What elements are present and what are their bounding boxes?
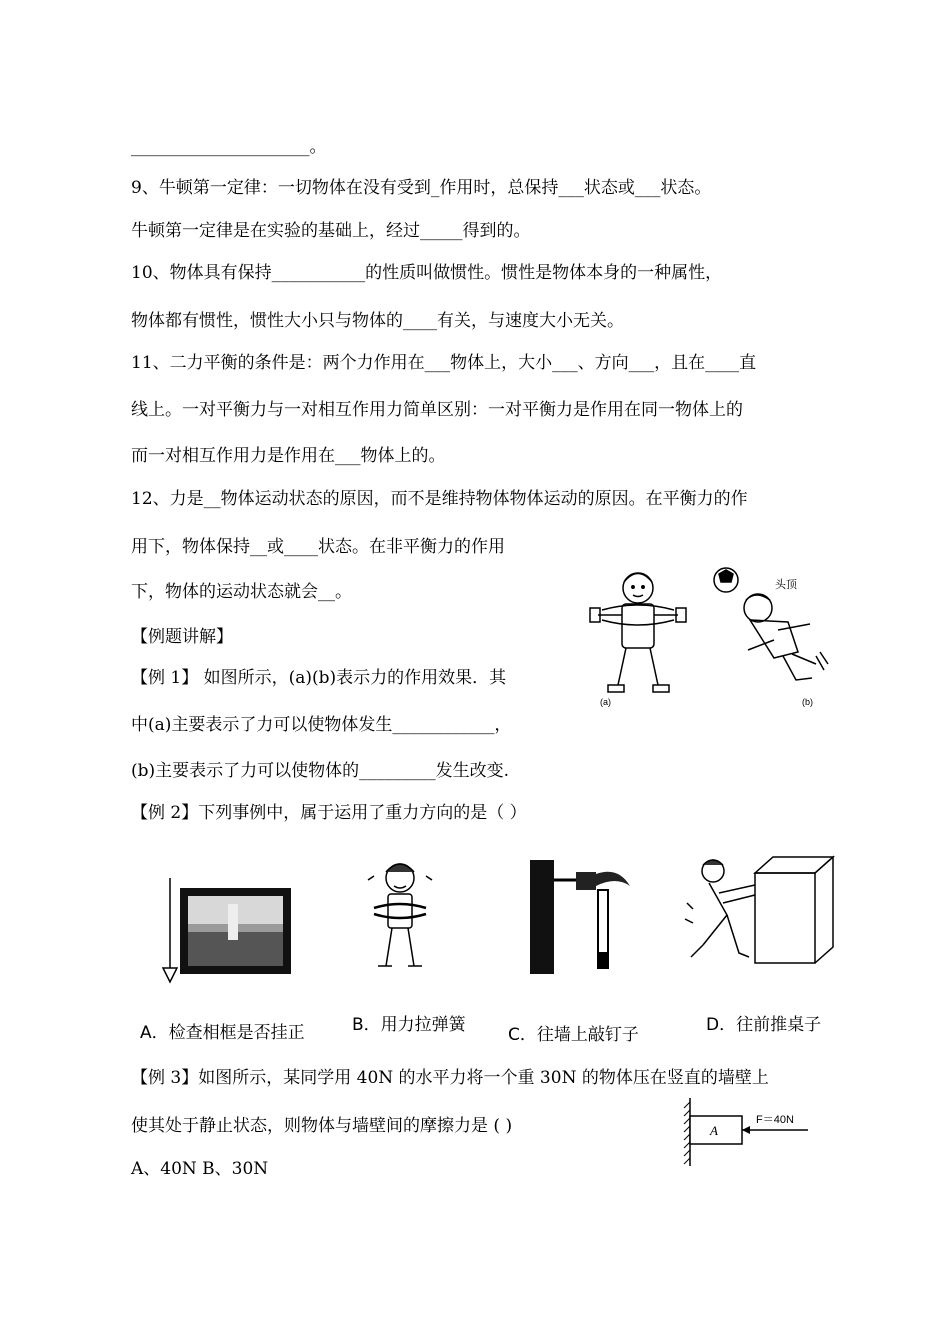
label-a: (a) [600, 697, 611, 707]
text-line: 下，物体的运动状态就会__。 [131, 582, 352, 602]
question-10: 10、物体具有保持___________的性质叫做惯性。惯性是物体本身的一种属性， [131, 263, 723, 283]
example-3: 【例 3】如图所示，某同学用 40N 的水平力将一个重 30N 的物体压在竖直的墙壁上 [131, 1068, 769, 1088]
option-b-figure [360, 856, 440, 986]
label-b: (b) [802, 697, 813, 707]
text-line: 而一对相互作用力是作用在___物体上的。 [131, 446, 446, 466]
example-3-figure [680, 1096, 815, 1168]
boy-pulling-spring-icon [360, 856, 440, 986]
option-d-figure [683, 853, 838, 968]
example-1: 【例 1】 如图所示，(a)(b)表示力的作用效果．其 [131, 668, 507, 688]
example-2: 【例 2】下列事例中，属于运用了重力方向的是（ ） [131, 803, 527, 823]
answer-options: A、40N B、30N [131, 1159, 269, 1179]
plumb-line-frame-icon [158, 876, 293, 988]
option-b-label: B．用力拉弹簧 [352, 1015, 466, 1035]
text-line: 线上。一对平衡力与一对相互作用力简单区别：一对平衡力是作用在同一物体上的 [131, 400, 743, 420]
option-c-label: C．往墙上敲钉子 [508, 1025, 639, 1045]
text-line: 中(a)主要表示了力可以使物体发生____________， [131, 715, 512, 735]
text-line: 牛顿第一定律是在实验的基础上，经过_____得到的。 [131, 221, 531, 241]
text-line: (b)主要表示了力可以使物体的_________发生改变. [131, 761, 510, 781]
text-line: 用下，物体保持__或____状态。在非平衡力的作用 [131, 537, 505, 557]
option-a-figure [158, 876, 293, 988]
example-1-illustration [578, 560, 840, 710]
block-label: A [710, 1123, 718, 1138]
text-line: 物体都有惯性，惯性大小只与物体的____有关，与速度大小无关。 [131, 311, 624, 331]
text-line: 使其处于静止状态，则物体与墙壁间的摩擦力是 ( ) [131, 1116, 513, 1136]
option-c-figure [528, 856, 636, 976]
boy-stretching-spring-icon [590, 573, 686, 692]
example-1-figure [578, 560, 840, 710]
boy-heading-ball-icon [714, 568, 828, 680]
option-d-label: D．往前推桌子 [706, 1015, 822, 1035]
force-label: F＝40N [756, 1114, 794, 1126]
hammer-nail-icon [528, 856, 636, 976]
wall-block-force-diagram [680, 1096, 815, 1168]
option-a-label: A．检查相框是否挂正 [140, 1023, 305, 1043]
text-line: _____________________。 [131, 137, 327, 157]
section-heading: 【例题讲解】 [131, 627, 233, 647]
question-12: 12、力是__物体运动状态的原因，而不是维持物体物体运动的原因。在平衡力的作 [131, 489, 748, 509]
boy-pushing-box-icon [683, 853, 838, 968]
question-11: 11、二力平衡的条件是：两个力作用在___物体上，大小___、方向___，且在____直 [131, 353, 757, 373]
question-9: 9、牛顿第一定律：一切物体在没有受到_作用时，总保持___状态或___状态。 [131, 178, 712, 198]
head-label: 头顶 [775, 579, 797, 591]
